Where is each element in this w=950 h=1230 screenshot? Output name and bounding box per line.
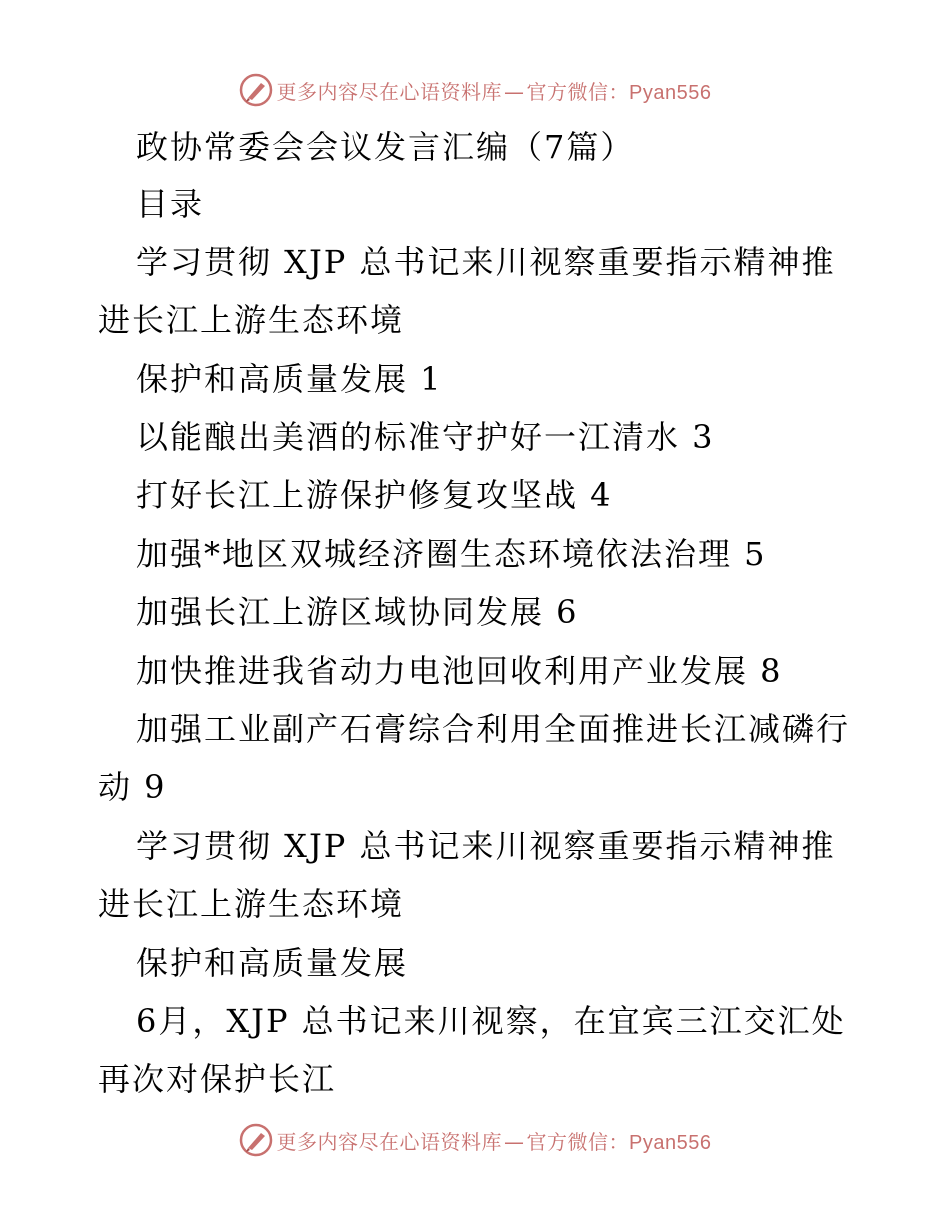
footer-banner: [0, 1120, 950, 1160]
pen-logo-icon: [239, 1123, 273, 1157]
section-title-line1: 学习贯彻 XJP 总书记来川视察重要指示精神推: [136, 827, 836, 865]
toc-entry-1-line3: 保护和高质量发展 1: [136, 360, 443, 398]
section-title-line2: 进长江上游生态环境: [98, 885, 405, 923]
toc-heading: 目录: [136, 185, 205, 223]
toc-entry-1-line2: 进长江上游生态环境: [98, 301, 405, 339]
toc-entry-7-line1: 加强工业副产石膏综合利用全面推进长江减磷行: [136, 710, 851, 748]
section-title-line3: 保护和高质量发展: [136, 944, 409, 982]
banner-text: 更多内容尽在心语资料库 — 官方微信：Pyan556: [276, 79, 712, 104]
pen-logo-icon: [239, 73, 273, 107]
toc-entry-4: 加强*地区双城经济圈生态环境依法治理 5: [136, 535, 767, 573]
toc-entry-5: 加强长江上游区域协同发展 6: [136, 593, 579, 631]
header-banner: [0, 70, 950, 110]
toc-entry-1-line1: 学习贯彻 XJP 总书记来川视察重要指示精神推: [136, 243, 836, 281]
toc-entry-2: 以能酿出美酒的标准守护好一江清水 3: [136, 418, 715, 456]
toc-entry-6: 加快推进我省动力电池回收利用产业发展 8: [136, 652, 783, 690]
banner-text: 更多内容尽在心语资料库 — 官方微信：Pyan556: [276, 1129, 712, 1154]
document-title: 政协常委会会议发言汇编（7篇）: [136, 128, 635, 166]
toc-entry-3: 打好长江上游保护修复攻坚战 4: [136, 476, 613, 514]
toc-entry-7-line2: 动 9: [98, 768, 167, 806]
paragraph-line1: 6月，XJP 总书记来川视察，在宜宾三江交汇处: [136, 1002, 846, 1040]
paragraph-line2: 再次对保护长江: [98, 1060, 337, 1098]
